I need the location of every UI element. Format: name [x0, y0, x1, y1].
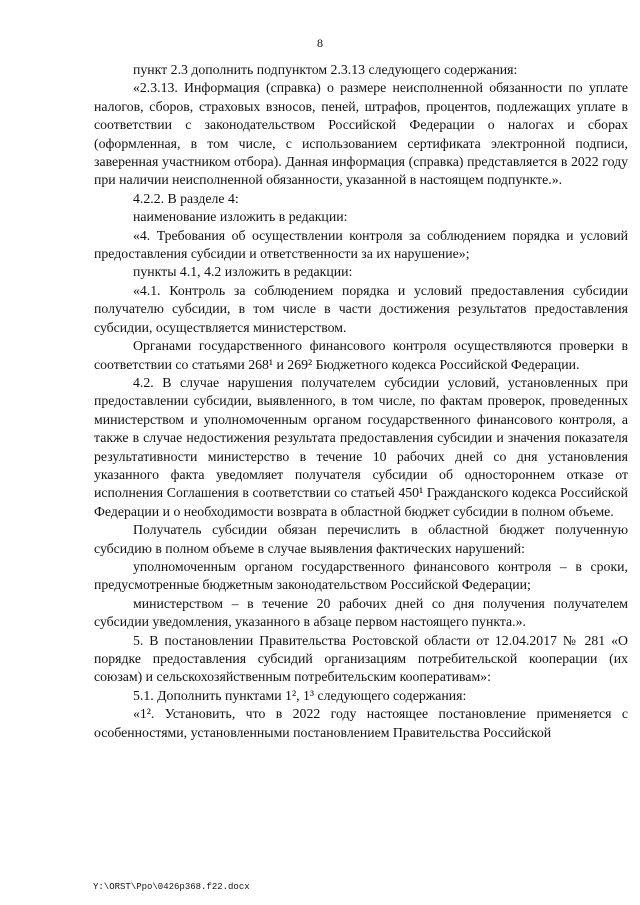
document-body: [94, 61, 628, 742]
paragraph: 4.2.2. В разделе 4:: [133, 190, 239, 206]
page-number: 8: [317, 36, 323, 50]
paragraph: Органами государственного финансового контроля осуществляются проверки в соответствии со статьями 268¹ и 269² Бюджетного кодекса Российской Федерации.: [94, 338, 628, 372]
file-path-footer: Y:\ORST\Ppo\0426p368.f22.docx: [93, 882, 250, 892]
paragraph: пункт 2.3 дополнить подпунктом 2.3.13 следующего содержания:: [133, 62, 518, 77]
paragraph: пункты 4.1, 4.2 изложить в редакции:: [133, 264, 353, 280]
paragraph: «2.3.13. Информация (справка) о размере неисполненной обязанности по уплате налогов, сборов, страховых взносов, пеней, штрафов, процентов, подлежащих уплате в соответствии с законодательством Российской Федерации о налогах и сборах (оформленная, в том числе, с использованием сертификата электронной подписи, заверенная участником отбора). Данная информация (справка) представляется в 2022 году при наличии неисполненной обязанности, указанной в настоящем подпункте.».: [94, 80, 628, 188]
paragraph: «4.1. Контроль за соблюдением порядка и условий предоставления субсидии получателю субсидии, в том числе в части достижения результатов предоставления субсидии, осуществляется министерством.: [94, 282, 628, 335]
paragraph: уполномоченным органом государственного финансового контроля – в сроки, предусмотренные бюджетным законодательством Российской Федерации;: [94, 558, 628, 593]
paragraph: 5. В постановлении Правительства Ростовской области от 12.04.2017 № 281 «О порядке предоставления субсидий организациям потребительской кооперации (их союзам) и сельскохозяйственным потребительским кооперативам»:: [94, 632, 628, 685]
paragraph: «1². Установить, что в 2022 году настоящее постановление применяется с особенностями, установленными постановлением Правительства Российской: [94, 706, 628, 740]
paragraph: наименование изложить в редакции:: [133, 209, 348, 225]
paragraph: 4.2. В случае нарушения получателем субсидии условий, установленных при предоставлении субсидии, выявленного, в том числе, по фактам проверок, проведенных министерством и уполномоченным органом государственного финансового контроля, а также в случае недостижения результата предоставления субсидии и значения показателя результативности министерство в течение 10 рабочих дней со дня установления указанного факта уведомляет получателя субсидии об одностороннем отказе от исполнения Соглашения в соответствии со статьей 450¹ Гражданского кодекса Российской Федерации и о необходимости возврата в областной бюджет субсидии в полном объеме.: [94, 374, 628, 519]
paragraph: Получатель субсидии обязан перечислить в областной бюджет полученную субсидию в полном объеме в случае выявления фактических нарушений:: [94, 522, 628, 556]
paragraph: министерством – в течение 20 рабочих дней со дня получения получателем субсидии уведомления, указанного в абзаце первом настоящего пункта.».: [94, 595, 628, 630]
paragraph: 5.1. Дополнить пунктами 1², 1³ следующего содержания:: [133, 687, 467, 703]
paragraph: «4. Требования об осуществлении контроля за соблюдением порядка и условий предоставления субсидии и ответственности за их нарушение»;: [94, 227, 628, 262]
